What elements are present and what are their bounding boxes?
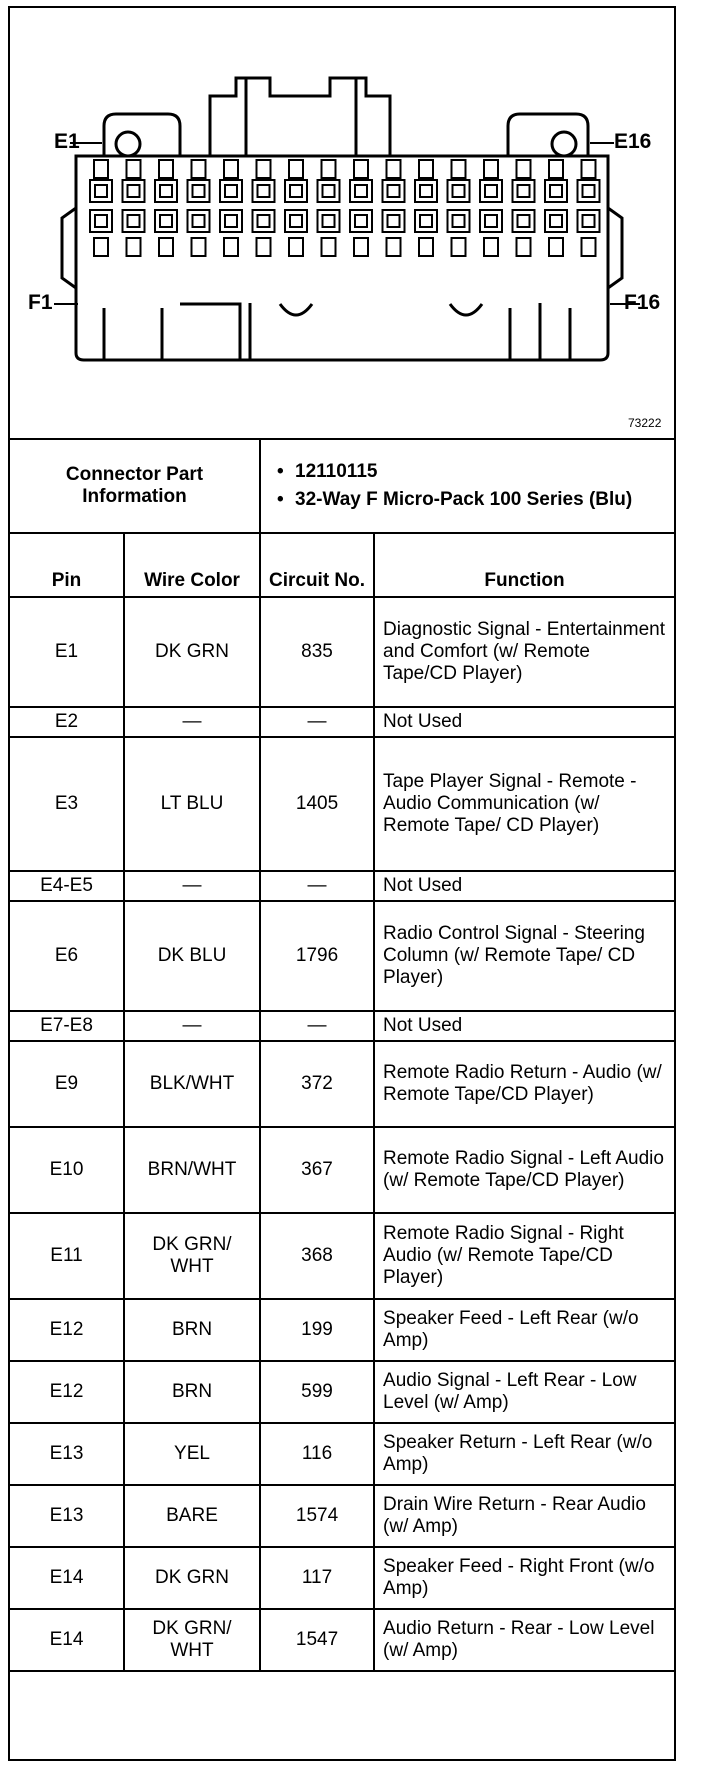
function-cell: Remote Radio Return - Audio (w/ Remote Tape/CD Player)	[374, 1041, 674, 1127]
pin-cell: E3	[10, 737, 124, 871]
connector-part-number: • 12110115	[277, 461, 378, 482]
cavity-inner	[583, 215, 595, 227]
cavity-row-e	[90, 180, 112, 202]
cavity-row-e	[448, 180, 470, 202]
table-row	[10, 1547, 674, 1609]
terminal-tab	[484, 238, 498, 256]
cavity-row-f	[188, 210, 210, 232]
circuit-cell: 599	[260, 1361, 374, 1423]
cavity-row-f	[90, 210, 112, 232]
connector-description: • 32-Way F Micro-Pack 100 Series (Blu)	[277, 489, 633, 510]
terminal-tab	[354, 238, 368, 256]
table-row	[10, 901, 674, 1011]
terminal-tab	[354, 160, 368, 178]
terminal-tab	[582, 160, 596, 178]
cavity-row-e	[513, 180, 535, 202]
function-cell: Speaker Feed - Right Front (w/o Amp)	[374, 1547, 674, 1609]
wire-color-cell: YEL	[124, 1423, 260, 1485]
pin-cell: E9	[10, 1041, 124, 1127]
function-cell: Audio Signal - Left Rear - Low Level (w/ Amp)	[374, 1361, 674, 1423]
terminal-tab	[159, 160, 173, 178]
cavity-inner	[453, 215, 465, 227]
circuit-cell: 372	[260, 1041, 374, 1127]
terminal-tab	[224, 238, 238, 256]
function-cell: Not Used	[374, 707, 674, 737]
cavity-row-e	[285, 180, 307, 202]
terminal-tab	[159, 238, 173, 256]
wire-color-cell: BLK/WHT	[124, 1041, 260, 1127]
cavity-inner	[518, 185, 530, 197]
cavity-inner	[225, 185, 237, 197]
pinout-table	[10, 438, 674, 1672]
column-header-pin: Pin	[10, 533, 124, 597]
wire-color-cell: DK GRN	[124, 597, 260, 707]
cavity-inner	[518, 215, 530, 227]
function-cell: Not Used	[374, 1011, 674, 1041]
table-row	[10, 1423, 674, 1485]
pin-cell: E1	[10, 597, 124, 707]
cavity-inner	[128, 185, 140, 197]
cavity-row-e	[318, 180, 340, 202]
cavity-inner	[453, 185, 465, 197]
function-cell: Tape Player Signal - Remote - Audio Communication (w/ Remote Tape/ CD Player)	[374, 737, 674, 871]
cavity-row-f	[545, 210, 567, 232]
cavity-inner	[420, 185, 432, 197]
cavity-inner	[160, 215, 172, 227]
wire-color-cell: BRN	[124, 1361, 260, 1423]
cavity-inner	[290, 215, 302, 227]
table-row	[10, 1041, 674, 1127]
terminal-tab	[419, 160, 433, 178]
wire-color-cell: DK GRN	[124, 1547, 260, 1609]
cavity-row-e	[350, 180, 372, 202]
wire-color-cell: —	[124, 1011, 260, 1041]
table-row	[10, 737, 674, 871]
circuit-cell: 835	[260, 597, 374, 707]
cavity-inner	[95, 185, 107, 197]
circuit-cell: 1547	[260, 1609, 374, 1671]
terminal-tab	[94, 160, 108, 178]
circuit-cell: 368	[260, 1213, 374, 1299]
cavity-inner	[323, 215, 335, 227]
cavity-row-e	[155, 180, 177, 202]
cavity-row-e	[253, 180, 275, 202]
cavity-row-e	[188, 180, 210, 202]
pin-cell: E7-E8	[10, 1011, 124, 1041]
function-cell: Drain Wire Return - Rear Audio (w/ Amp)	[374, 1485, 674, 1547]
terminal-tab	[257, 160, 271, 178]
cavity-inner	[323, 185, 335, 197]
cavity-inner	[550, 185, 562, 197]
pin-cell: E6	[10, 901, 124, 1011]
table-row	[10, 1213, 674, 1299]
table-row	[10, 1299, 674, 1361]
pin-label-f1: F1	[28, 291, 53, 314]
wire-color-cell: —	[124, 871, 260, 901]
cavity-row-e	[415, 180, 437, 202]
cavity-inner	[485, 215, 497, 227]
cavity-inner	[193, 185, 205, 197]
terminal-tab	[452, 238, 466, 256]
pin-cell: E12	[10, 1299, 124, 1361]
cavity-inner	[485, 185, 497, 197]
function-cell: Speaker Feed - Left Rear (w/o Amp)	[374, 1299, 674, 1361]
terminal-tab	[257, 238, 271, 256]
wire-color-cell: LT BLU	[124, 737, 260, 871]
function-cell: Audio Return - Rear - Low Level (w/ Amp)	[374, 1609, 674, 1671]
function-cell: Not Used	[374, 871, 674, 901]
pin-label-e1: E1	[54, 130, 80, 153]
wire-color-cell: —	[124, 707, 260, 737]
terminal-tab	[322, 238, 336, 256]
column-header-function: Function	[374, 533, 674, 597]
pin-cell: E14	[10, 1609, 124, 1671]
pin-cell: E13	[10, 1423, 124, 1485]
cavity-inner	[193, 215, 205, 227]
terminal-tab	[387, 160, 401, 178]
terminal-tab	[322, 160, 336, 178]
circuit-cell: 199	[260, 1299, 374, 1361]
cavity-row-f	[578, 210, 600, 232]
pin-label-e16: E16	[614, 130, 652, 153]
cavity-inner	[420, 215, 432, 227]
connector-diagram	[10, 8, 674, 440]
wire-color-cell: DK GRN/ WHT	[124, 1213, 260, 1299]
column-header-row	[10, 533, 674, 597]
cavity-inner	[355, 215, 367, 227]
cavity-inner	[355, 185, 367, 197]
terminal-tab	[224, 160, 238, 178]
circuit-cell: 1405	[260, 737, 374, 871]
cavity-inner	[128, 215, 140, 227]
function-cell: Speaker Return - Left Rear (w/o Amp)	[374, 1423, 674, 1485]
table-row	[10, 1127, 674, 1213]
pin-label-f16: F16	[624, 291, 661, 314]
cavity-inner	[95, 215, 107, 227]
connector-info-label: Connector Part Information	[10, 439, 260, 533]
terminal-tab	[192, 160, 206, 178]
cavity-row-f	[253, 210, 275, 232]
connector-face-drawing	[10, 8, 674, 438]
table-row	[10, 871, 674, 901]
table-row	[10, 1011, 674, 1041]
terminal-tab	[582, 238, 596, 256]
cavity-inner	[258, 215, 270, 227]
circuit-cell: 1796	[260, 901, 374, 1011]
column-header-circuit: Circuit No.	[260, 533, 374, 597]
terminal-tab	[484, 160, 498, 178]
cavity-row-f	[220, 210, 242, 232]
circuit-cell: 117	[260, 1547, 374, 1609]
terminal-tab	[387, 238, 401, 256]
terminal-tab	[94, 238, 108, 256]
circuit-cell: —	[260, 871, 374, 901]
cavity-row-e	[480, 180, 502, 202]
table-row	[10, 1609, 674, 1671]
cavity-row-f	[513, 210, 535, 232]
pin-cell: E2	[10, 707, 124, 737]
cavity-row-e	[383, 180, 405, 202]
column-header-wire-color: Wire Color	[124, 533, 260, 597]
terminal-tab	[517, 238, 531, 256]
terminal-tab	[289, 238, 303, 256]
connector-info-details	[260, 439, 674, 533]
wire-color-cell: DK GRN/ WHT	[124, 1609, 260, 1671]
wire-color-cell: BRN/WHT	[124, 1127, 260, 1213]
circuit-cell: —	[260, 707, 374, 737]
cavity-inner	[160, 185, 172, 197]
cavity-row-f	[448, 210, 470, 232]
wire-color-cell: DK BLU	[124, 901, 260, 1011]
terminal-tab	[289, 160, 303, 178]
terminal-tab	[419, 238, 433, 256]
circuit-cell: —	[260, 1011, 374, 1041]
circuit-cell: 1574	[260, 1485, 374, 1547]
function-cell: Remote Radio Signal - Right Audio (w/ Remote Tape/CD Player)	[374, 1213, 674, 1299]
function-cell: Remote Radio Signal - Left Audio (w/ Remote Tape/CD Player)	[374, 1127, 674, 1213]
connector-sheet	[8, 6, 676, 1761]
cavity-row-f	[285, 210, 307, 232]
pin-cell: E4-E5	[10, 871, 124, 901]
cavity-inner	[388, 185, 400, 197]
pin-cell: E12	[10, 1361, 124, 1423]
table-row	[10, 1361, 674, 1423]
terminal-tab	[549, 238, 563, 256]
cavity-inner	[290, 185, 302, 197]
pin-cell: E14	[10, 1547, 124, 1609]
connector-info-row	[10, 439, 674, 533]
cavity-row-f	[415, 210, 437, 232]
terminal-tab	[452, 160, 466, 178]
cavity-row-f	[155, 210, 177, 232]
cavity-row-e	[123, 180, 145, 202]
circuit-cell: 367	[260, 1127, 374, 1213]
cavity-inner	[388, 215, 400, 227]
table-row	[10, 707, 674, 737]
cavity-row-f	[350, 210, 372, 232]
wire-color-cell: BARE	[124, 1485, 260, 1547]
terminal-tab	[127, 238, 141, 256]
terminal-tab	[549, 160, 563, 178]
cavity-row-e	[578, 180, 600, 202]
function-cell: Diagnostic Signal - Entertainment and Comfort (w/ Remote Tape/CD Player)	[374, 597, 674, 707]
circuit-cell: 116	[260, 1423, 374, 1485]
cavity-row-e	[545, 180, 567, 202]
terminal-tab	[517, 160, 531, 178]
wire-color-cell: BRN	[124, 1299, 260, 1361]
function-cell: Radio Control Signal - Steering Column (w/ Remote Tape/ CD Player)	[374, 901, 674, 1011]
table-row	[10, 597, 674, 707]
terminal-tab	[192, 238, 206, 256]
terminal-tab	[127, 160, 141, 178]
pin-cell: E11	[10, 1213, 124, 1299]
cavity-inner	[225, 215, 237, 227]
pin-cell: E13	[10, 1485, 124, 1547]
pin-cell: E10	[10, 1127, 124, 1213]
cavity-row-f	[318, 210, 340, 232]
cavity-inner	[258, 185, 270, 197]
table-row	[10, 1485, 674, 1547]
cavity-row-f	[123, 210, 145, 232]
cavity-row-f	[383, 210, 405, 232]
figure-number: 73222	[628, 416, 662, 430]
cavity-row-f	[480, 210, 502, 232]
cavity-inner	[550, 215, 562, 227]
cavity-inner	[583, 185, 595, 197]
cavity-row-e	[220, 180, 242, 202]
